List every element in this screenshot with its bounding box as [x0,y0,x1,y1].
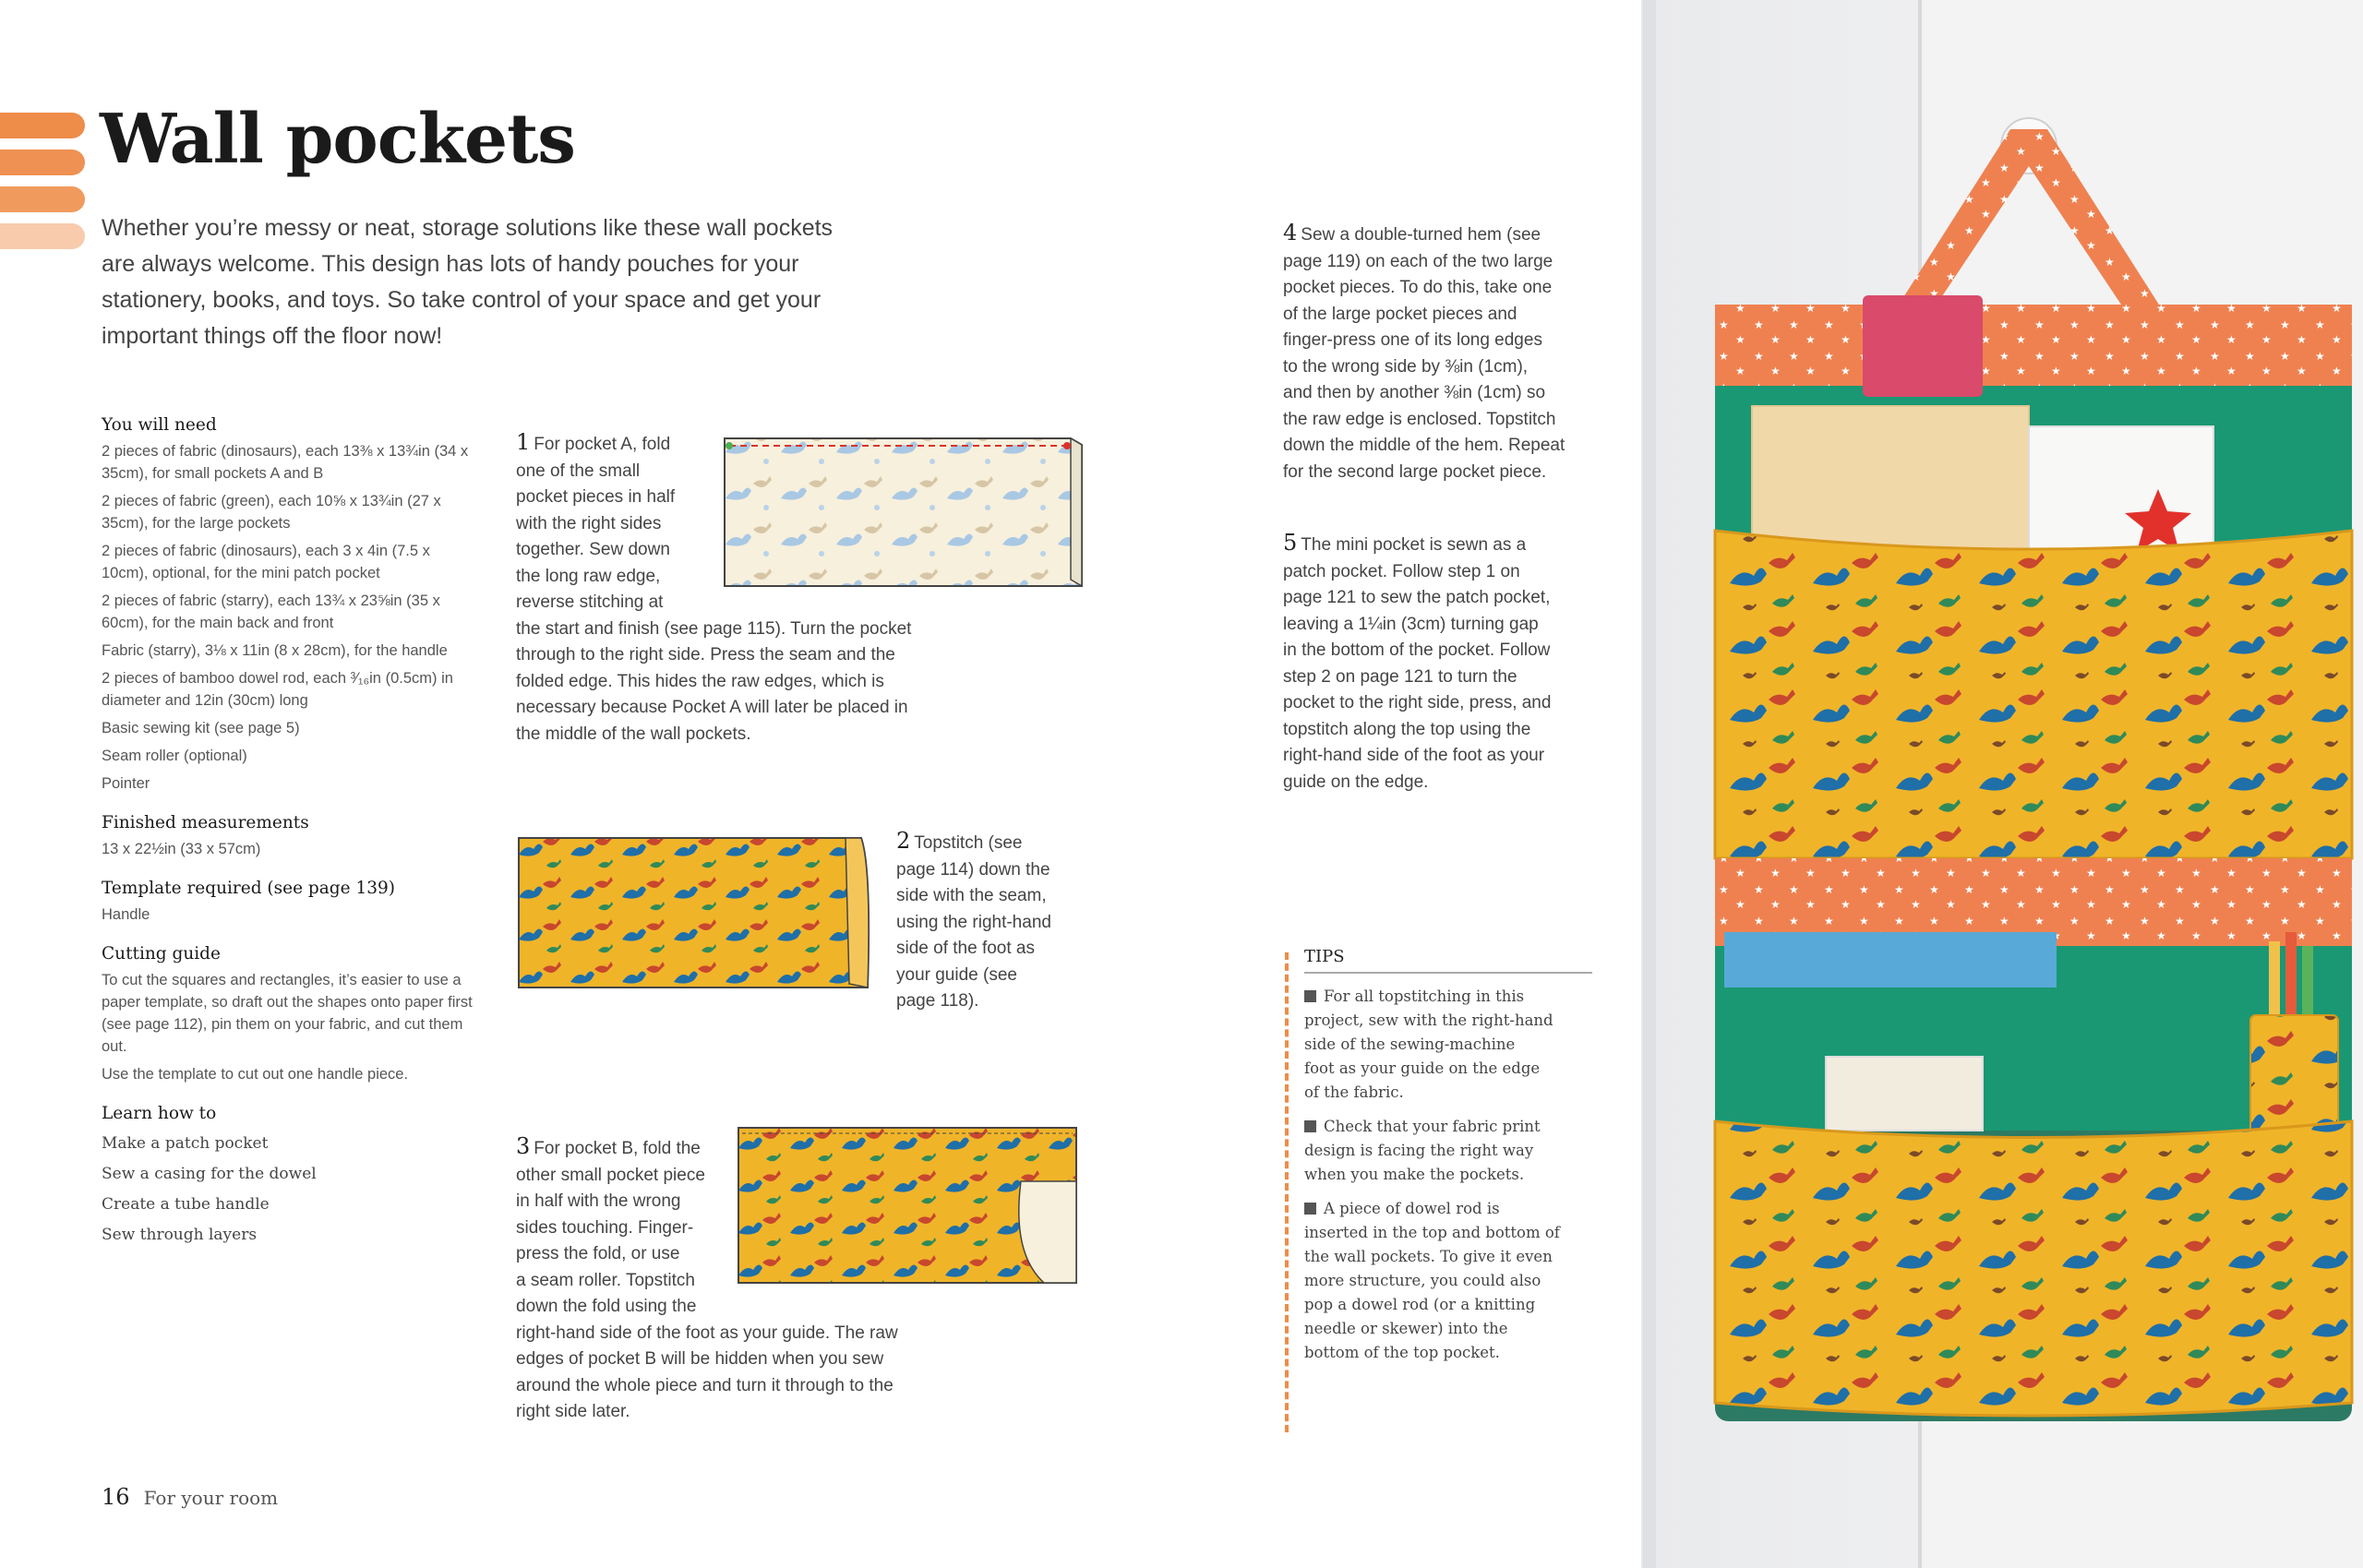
step-text-line: the middle of the wall pockets. [516,724,751,744]
cutting-guide [102,944,480,1085]
step-text-line: of the large pocket pieces and [1283,304,1517,324]
step-text-line: the start and finish (see page 115). Turn the pocket [516,618,912,639]
cutting-heading: Cutting guide [102,944,221,964]
step-text-line: right side later. [516,1402,630,1421]
step-text-line: through to the right side. Press the seam and the [516,645,895,664]
step-text-line: the long raw edge, [516,566,661,586]
learn-heading: Learn how to [102,1104,217,1123]
material-item: Basic sewing kit (see page 5) [102,720,300,736]
template-text: Handle [102,906,150,923]
orange-stripe [0,113,85,138]
cutting-paragraph: Use the template to cut out one handle piece. [102,1066,409,1083]
section-name: For your room [143,1487,279,1509]
step-number: 4 [1283,220,1298,245]
step-text-line: folded edge. This hides the raw edges, which is [516,671,884,691]
pocket-b-illustration [735,1124,1084,1288]
step-text-line: pocket pieces. To do this, take one [1283,278,1553,297]
step-text-line: edges of pocket B will be hidden when you sew [516,1349,884,1369]
step-number: 3 [516,1133,531,1159]
learn-item: Sew through layers [102,1226,258,1244]
tip-item: For all topstitching in this project, sew with the right-hand side of the sewing-machine foot as your guide on the edge of the fabric. [1304,987,1553,1101]
step-text-line: together. Sew down [516,540,670,559]
finished-measurements [102,813,480,860]
page-footer [102,1484,278,1510]
step-text-line: page 119) on each of the two large [1283,251,1553,271]
step-text-line: in half with the wrong [516,1191,681,1211]
step-number: 1 [516,429,531,455]
learn-item: Sew a casing for the dowel [102,1165,317,1183]
tip-item: Check that your fabric print design is facing the right way when you make the pockets. [1304,1118,1541,1183]
bullet-square-icon [1304,990,1316,1002]
step-text-line: necessary because Pocket A will later be placed in [516,698,908,717]
material-item: Seam roller (optional) [102,748,247,764]
step-text-line: with the right sides [516,513,662,533]
step-text-line: page 118). [896,991,979,1011]
step-text-line: step 2 on page 121 to turn the [1283,666,1517,687]
you-will-need-list [102,440,480,795]
finished-text: 13 x 22½in (33 x 57cm) [102,841,261,857]
step-text-line: finger-press one of its long edges [1283,330,1542,350]
step-text-line: side with the seam, [896,886,1047,905]
step-text-line: the raw edge is enclosed. Topstitch [1283,409,1556,429]
pocket-a-illustration [720,425,1089,591]
step-text-line: patch pocket. Follow step 1 on [1283,561,1520,581]
tips-heading: TIPS [1304,947,1592,974]
step-number: 2 [896,828,911,854]
step-text-line: for the second large pocket piece. [1283,461,1547,482]
step-text-line: one of the small [516,461,641,481]
material-item: 2 pieces of fabric (dinosaurs), each 13⅜ x 13¾in (34 x 35cm), for small pockets A and B [102,443,469,482]
learn-item: Create a tube handle [102,1195,270,1214]
step-text-line: right-hand side of the foot as your [1283,746,1545,765]
step-text-line: 4 Sew a double-turned hem (see [1283,220,1541,245]
step-text-line: a seam roller. Topstitch [516,1270,695,1290]
pocket-a-topstitch-illustration [515,831,875,997]
orange-stripe [0,186,85,212]
material-item: Pointer [102,775,150,792]
step-text-line: and then by another ⅜in (1cm) so [1283,383,1546,402]
finished-heading: Finished measurements [102,813,309,832]
step-text-line: in the bottom of the pocket. Follow [1283,640,1551,660]
learn-how-to [102,1104,480,1251]
orange-stripe [0,223,85,249]
step-text-line: 3 For pocket B, fold the [516,1133,701,1159]
material-item: 2 pieces of fabric (green), each 10⅝ x 13¾in (27 x 35cm), for the large pockets [102,493,441,532]
step-text-line: right-hand side of the foot as your guide. The raw [516,1323,898,1343]
material-item: 2 pieces of bamboo dowel rod, each ³⁄₁₆in (0.5cm) in diameter and 12in (30cm) long [102,670,453,709]
material-item: 2 pieces of fabric (starry), each 13¾ x 23⅝in (35 x 60cm), for the main back and front [102,592,440,631]
orange-stripe [0,150,85,175]
step-text-line: guide on the edge. [1283,772,1429,792]
bullet-square-icon [1304,1203,1316,1215]
step-text-line: around the whole piece and turn it through to the [516,1375,894,1395]
step-text-line: press the fold, or use [516,1244,680,1263]
materials-column [102,415,480,1251]
cutting-paragraph: To cut the squares and rectangles, it’s easier to use a paper template, so draft out the shapes onto paper first (see page 112), pin them on your fabric, and cut them out. [102,972,473,1055]
step-text-line: pocket to the right side, press, and [1283,693,1552,712]
step-text-line: side of the foot as [896,939,1035,958]
material-item: 2 pieces of fabric (dinosaurs), each 3 x 4in (7.5 x 10cm), optional, for the mini patch pocket [102,543,430,581]
step-text-line: to the wrong side by ⅜in (1cm), [1283,356,1529,377]
step-text-line: using the right-hand [896,912,1051,932]
material-item: Fabric (starry), 3⅛ x 11in (8 x 28cm), for the handle [102,642,448,659]
you-will-need-heading: You will need [102,415,217,435]
step-text-line: 5 The mini pocket is sewn as a [1283,530,1527,556]
step-text-line: down the middle of the hem. Repeat [1283,436,1565,455]
tip-item: A piece of dowel rod is inserted in the top and bottom of the wall pockets. To give it even more structure, you could also pop a dowel rod (or a knitting needle or skewer) into the bottom of the top pocket. [1304,1200,1560,1361]
tips-box [1304,947,1592,1375]
step-2 [896,828,1051,1015]
page-number: 16 [102,1484,130,1510]
page-title: Wall pockets [100,100,575,179]
bullet-square-icon [1304,1120,1316,1132]
step-text-line: reverse stitching at [516,592,664,612]
step-text-line: leaving a 1¼in (3cm) turning gap [1283,614,1539,634]
step-text-line: page 121 to sew the patch pocket, [1283,588,1551,607]
step-text-line: 2 Topstitch (see [896,828,1023,854]
step-text-line: topstitch along the top using the [1283,719,1531,739]
step-text-line: page 114) down the [896,859,1050,880]
step-text-line: sides touching. Finger- [516,1217,694,1238]
step-text-line: pocket pieces in half [516,487,676,507]
wall-pockets-photo [1641,0,2363,1568]
step-text-line: your guide (see [896,964,1017,985]
step-4 [1283,220,1565,485]
template-heading: Template required (see page 139) [102,879,395,898]
step-text-line: other small pocket piece [516,1165,705,1185]
template-required [102,879,480,926]
step-5 [1283,530,1551,796]
decorative-stripes [0,113,85,260]
step-number: 5 [1283,530,1298,556]
learn-item: Make a patch pocket [102,1134,269,1153]
intro-paragraph: Whether you’re messy or neat, storage solutions like these wall pockets are always welcome. This design has lots of handy pouches for your stationery, books, and toys. So take control of your space and get your important things off the floor now! [102,215,834,349]
tips-dashed-rule [1285,952,1289,1432]
step-text-line: down the fold using the [516,1297,697,1316]
step-text-line: 1 For pocket A, fold [516,429,671,455]
